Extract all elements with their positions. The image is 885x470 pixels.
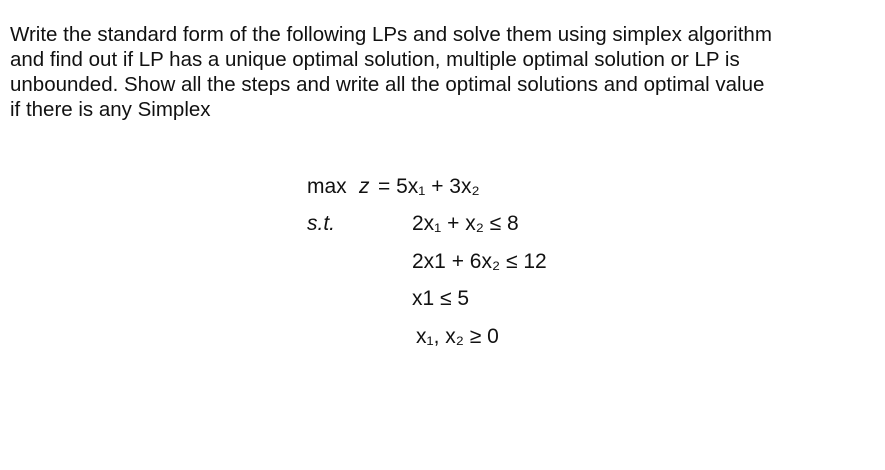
problem-line-2: and find out if LP has a unique optimal solution, multiple optimal solution or LP is bbox=[10, 48, 740, 71]
constraint-1: 2x₁ + x₂ ≤ 8 bbox=[412, 212, 519, 235]
objective-variable: z bbox=[359, 175, 370, 198]
constraint-3: x1 ≤ 5 bbox=[412, 287, 470, 310]
objective-keyword: max bbox=[307, 175, 347, 198]
nonnegativity-constraint: x₁, x₂ ≥ 0 bbox=[416, 325, 499, 348]
problem-line-4: if there is any Simplex bbox=[10, 98, 211, 121]
constraints-keyword: s.t. bbox=[307, 212, 336, 235]
objective-expression: = 5x₁ + 3x₂ bbox=[378, 175, 480, 198]
problem-line-3: unbounded. Show all the steps and write all the optimal solutions and optimal value bbox=[10, 73, 765, 96]
problem-line-1: Write the standard form of the following LPs and solve them using simplex algorithm bbox=[10, 23, 772, 46]
constraint-2: 2x1 + 6x₂ ≤ 12 bbox=[412, 250, 547, 273]
